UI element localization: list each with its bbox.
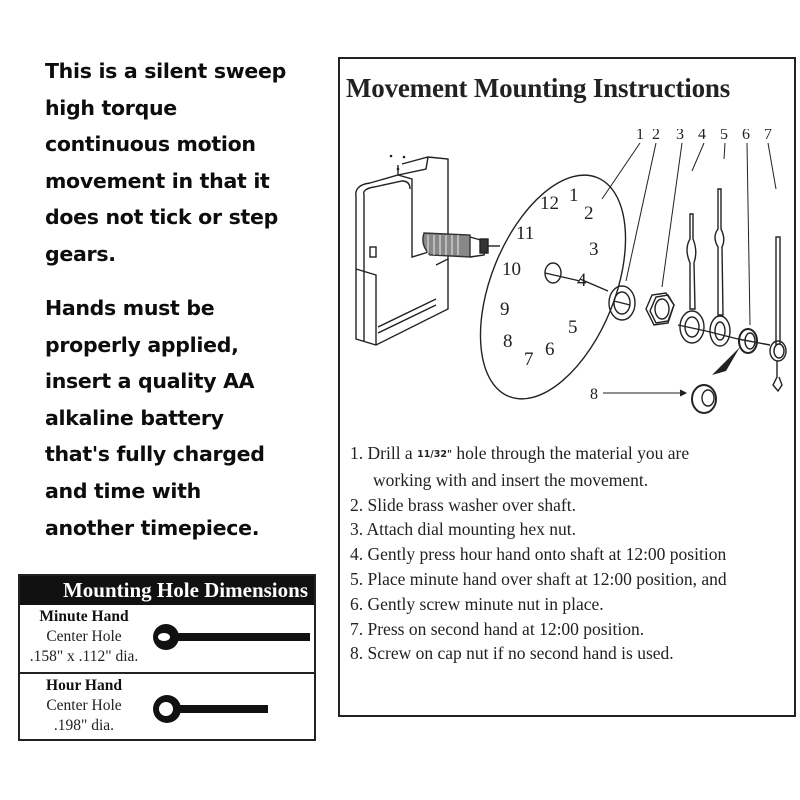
minute-hand-icon <box>20 605 316 671</box>
second-hand-part-icon <box>770 237 786 391</box>
instructions-panel <box>338 57 796 717</box>
instruction-step-1-continued: working with and insert the movement. <box>373 469 649 490</box>
intro-line: gears. <box>45 241 116 266</box>
hour-hand-row <box>20 672 314 741</box>
dial-number: 12 <box>540 193 559 214</box>
dial-number: 7 <box>524 349 534 370</box>
hour-hand-line1: Center Hole <box>46 697 122 714</box>
part-label: 7 <box>764 129 772 143</box>
instruction-step-7: 7. Press on second hand at 12:00 position. <box>350 618 645 639</box>
intro-line: Hands must be <box>45 296 215 320</box>
intro-line: another timepiece. <box>45 515 260 540</box>
mounting-hole-dimensions-title: Mounting Hole Dimensions <box>20 576 314 605</box>
minute-hand-line1: Center Hole <box>46 628 122 645</box>
dial-number: 8 <box>503 331 513 352</box>
instruction-step-6: 6. Gently screw minute nut in place. <box>350 593 604 614</box>
hour-hand-dimension: .198" dia. <box>53 717 115 734</box>
hour-hand-icon <box>20 674 316 740</box>
instruction-step-3: 3. Attach dial mounting hex nut. <box>350 519 577 540</box>
dial-number: 2 <box>584 203 594 224</box>
dial-number: 9 <box>500 299 510 320</box>
instruction-step-4: 4. Gently press hour hand onto shaft at 12:00 position <box>350 544 727 565</box>
minute-hand-row <box>20 605 314 672</box>
minute-hand-dimension: .158" x .112" dia. <box>29 648 139 665</box>
dial-number: 6 <box>545 339 555 360</box>
intro-line: that's fully charged <box>45 442 265 467</box>
hex-nut-icon <box>646 293 674 325</box>
step-text: hole through the material you are <box>451 443 690 463</box>
instruction-step-8: 8. Screw on cap nut if no second hand is used. <box>350 643 674 664</box>
exploded-diagram <box>340 129 796 429</box>
dial-number: 11 <box>516 223 535 244</box>
leader-lines <box>602 143 776 396</box>
threaded-shaft-icon <box>423 233 500 257</box>
instruction-step-5: 5. Place minute hand over shaft at 12:00 position, and <box>350 568 727 589</box>
intro-line: alkaline battery <box>45 405 224 430</box>
instruction-step-1 <box>350 441 727 468</box>
minute-hand-part-icon <box>706 189 738 346</box>
part-label: 4 <box>698 129 706 143</box>
intro-line: movement in that it <box>45 168 270 193</box>
intro-line: does not tick or step <box>45 205 278 230</box>
part-label: 3 <box>676 129 684 143</box>
part-label: 8 <box>590 386 598 403</box>
intro-line: properly applied, <box>45 332 239 357</box>
intro-paragraph-2 <box>45 290 325 546</box>
dial-number: 3 <box>589 239 599 260</box>
dial-number: 10 <box>502 259 521 280</box>
intro-line: and time with <box>45 478 201 503</box>
hour-hand-part-icon <box>678 214 706 343</box>
dial-number: 4 <box>577 270 587 291</box>
instruction-steps <box>350 441 727 666</box>
intro-paragraph-1 <box>45 53 325 273</box>
cap-nut-icon <box>692 347 740 413</box>
dial-number: 5 <box>568 317 578 338</box>
minute-hand-heading: Minute Hand <box>39 608 129 625</box>
intro-line: continuous motion <box>45 132 256 157</box>
part-label: 6 <box>742 129 750 143</box>
instructions-title: Movement Mounting Instructions <box>346 73 730 103</box>
drill-size-label: 11/32" <box>417 449 452 460</box>
hour-hand-heading: Hour Hand <box>46 677 122 694</box>
intro-line: This is a silent sweep <box>45 59 286 83</box>
dial-numbers <box>500 185 599 370</box>
dial-number: 1 <box>569 185 579 206</box>
part-label: 1 <box>636 129 644 143</box>
mounting-hole-dimensions-box <box>18 574 316 741</box>
step-text: 1. Drill a <box>350 443 418 463</box>
instruction-step-2: 2. Slide brass washer over shaft. <box>350 494 576 515</box>
intro-line: insert a quality AA <box>45 369 255 394</box>
intro-line: high torque <box>45 95 177 120</box>
part-label: 2 <box>652 129 660 143</box>
part-label: 5 <box>720 129 728 143</box>
minute-nut-icon <box>738 329 770 353</box>
part-labels <box>590 129 772 403</box>
